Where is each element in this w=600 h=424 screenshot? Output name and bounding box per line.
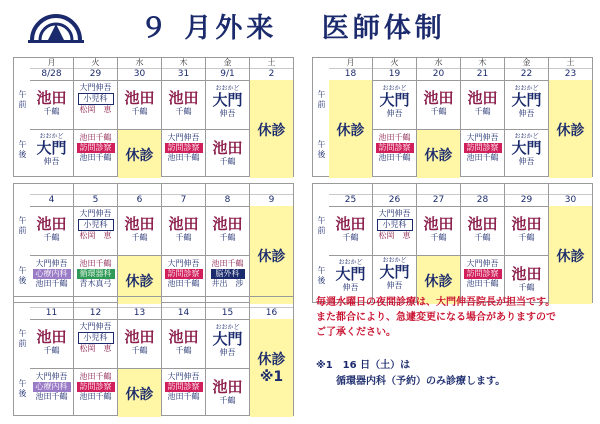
day-column (118, 57, 162, 177)
date-label: 29 (74, 68, 117, 81)
closed-cell: 休診 (329, 80, 372, 178)
am-cell: 池田 千鶴 (30, 80, 73, 130)
weekday-label: 土 (250, 58, 293, 69)
am-label: 午 前 (18, 90, 27, 109)
week-5: 午 前 午 後 11 池田 千鶴 大門伸吾 心療内科 池田千鶴 12 大門伸吾 小児科 松岡 恵 池田千鶴 訪問診察 池田千鶴 13 池田 千鶴 休診 14 池田 千鶴 大門伸吾 訪問診察 池田千鶴 15 おおかど 大門 伸吾 池田 千鶴 16 休診 ※1 (13, 296, 294, 416)
date-label: 30 (118, 68, 161, 81)
weekday-label: 木 (162, 58, 205, 69)
pm-cell: 池田 千鶴 (212, 139, 243, 166)
night-clinic-notice: 毎週水曜日の夜間診療は、大門伸吾院長が担当です。 また都合により、急遽変更になる場合がありますので ご了承ください。 (316, 297, 556, 338)
date-label: 31 (162, 68, 205, 81)
am-cell: 大門伸吾 小児科 松岡 恵 (74, 80, 117, 130)
pm-cell: 池田千鶴 訪問診察 池田千鶴 (74, 130, 117, 178)
weekday-label: 月 (30, 58, 73, 69)
week-side-column: 午 前 午 後 (312, 57, 329, 177)
day-column: 水 20 池田 千鶴 休診 (417, 57, 461, 177)
am-cell: 池田 千鶴 (118, 80, 161, 130)
week-3 (312, 57, 593, 177)
week-1 (13, 57, 294, 177)
date-label: 9/1 (206, 68, 249, 81)
weekday-label: 金 (206, 58, 249, 69)
pm-cell: 大門伸吾 訪問診察 池田千鶴 (162, 130, 205, 178)
am-cell: おおかど 大門 伸吾 (206, 80, 249, 130)
day-column (206, 57, 250, 177)
day-column: 木 21 池田 千鶴 大門伸吾 訪問診察 池田千鶴 (461, 57, 505, 177)
am-cell: 池田 千鶴 (162, 80, 205, 130)
pm-label: 午 後 (18, 140, 27, 159)
weekday-label: 水 (118, 58, 161, 69)
date-label: 2 (250, 68, 293, 81)
pm-cell-closed: 休診 (118, 130, 161, 178)
week-2: 午 前 午 後 4 池田 千鶴 大門伸吾 心療内科 池田千鶴 5 大門伸吾 小児科 松岡 恵 池田千鶴 循環器科 青木真弓 6 池田 千鶴 休診 7 池田 千鶴 大門伸吾 訪問診察 池田千鶴 8 池田 千鶴 池田千鶴 脳外科 井出 渉 9 休診 (13, 183, 294, 303)
date-label: 8/28 (30, 68, 73, 81)
pm-cell: おおかど 大門 伸吾 (36, 133, 67, 166)
day-column: 火 19 おおかど 大門 伸吾 池田千鶴 訪問診察 池田千鶴 (373, 57, 417, 177)
day-column (74, 57, 118, 177)
page-title: ９ 月外来 医師体制 (140, 13, 446, 44)
closed-cell: 休診 (250, 80, 293, 178)
day-column: 土 23 休診 (549, 57, 593, 177)
day-column (30, 57, 74, 177)
weekday-label: 火 (74, 58, 117, 69)
clinic-logo (28, 10, 84, 44)
day-column: 月 18 休診 (329, 57, 373, 177)
week-side-column (13, 57, 30, 177)
footnote: ※1 16 日（土）は 循環器内科（予約）のみ診療します。 (316, 360, 506, 387)
week-4: 午 前 午 後 25 池田 千鶴 おおかど 大門 伸吾 26 大門伸吾 小児科 松岡 恵 おおかど 大門 伸吾 27 池田 千鶴 休診 28 池田 千鶴 大門伸吾 訪問診察 池田千鶴 29 池田 千鶴 池田 千鶴 30 休診 (312, 183, 593, 303)
visit-badge: 訪問診察 (77, 143, 115, 153)
day-column: 金 22 おおかど 大門 伸吾 おおかど 大門 伸吾 (505, 57, 549, 177)
day-column (250, 57, 294, 177)
day-column (162, 57, 206, 177)
